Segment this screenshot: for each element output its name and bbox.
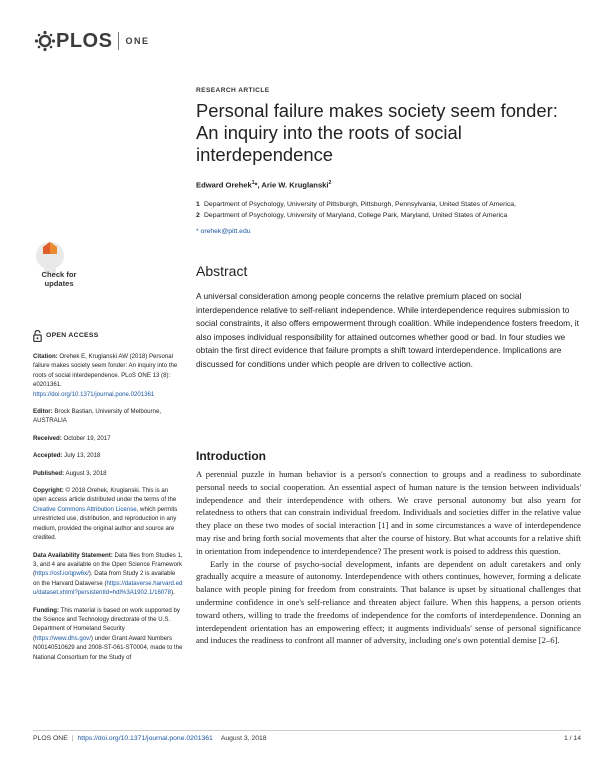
badge-line2: updates [44, 279, 74, 288]
author-name: Edward Orehek [196, 180, 252, 190]
abstract-text: A universal consideration among people concerns the relative premium placed on social interdependence relative to self-reliant independence. While interdependence requires submission to social constraints, it also offers empowerment through coalition. While independence fosters freedom, it also imposes individual responsibility for attained outcomes whether good or bad. In four studies we obtain the first direct evidence that failure prompts a shift toward interdependence. Implications are discussed for conditions under which people are driven to collective action. [196, 291, 579, 369]
footer-rule [33, 730, 581, 731]
open-access-label: OPEN ACCESS [33, 330, 183, 342]
data-availability-block: Data Availability Statement: Data files from Studies 1, 3, and 4 are available on the Open Science Framework (https://osf.io/qpw6x/). Data from Study 2 is available on the Harvard Dataverse (https://dataverse.harvard.edu/dataset.xhtml?persistentId=hdl%3A1902.1/16078). [33, 551, 183, 597]
dhs-link[interactable]: https://www.dhs.gov/ [35, 634, 91, 642]
footer-separator: | [71, 735, 74, 742]
author-name: Arie W. Kruglanski [261, 180, 329, 190]
citation-doi-link[interactable]: https://doi.org/10.1371/journal.pone.0201361 [33, 390, 155, 398]
logo-text: PLOS [56, 29, 113, 52]
published-block: Published: August 3, 2018 [33, 469, 107, 477]
editor-block: Editor: Brock Bastian, University of Melbourne, AUSTRALIA [33, 408, 162, 425]
check-for-updates-badge[interactable] [28, 238, 90, 300]
funding-block: Funding: This material is based on work supported by the Science and Technology directorate of the U.S. Department of Homeland Security (https://www.dhs.gov/) under Grant Award Numbers N00140510629 and 2008-ST-061-ST0004, made to the National Consortium for the Study of [33, 606, 183, 661]
logo-sub: ONE [125, 36, 150, 46]
introduction-body [196, 468, 581, 647]
article-info-sidebar [33, 330, 183, 670]
affiliations [196, 199, 586, 221]
received-block: Received: October 19, 2017 [33, 434, 111, 442]
dataverse-link[interactable]: https://dataverse.harvard.edu/dataset.xhtml?persistentId=hdl%3A1902.1/16078 [33, 579, 183, 597]
abstract-heading: Abstract [196, 263, 248, 279]
osf-link[interactable]: https://osf.io/qpw6x/ [35, 570, 89, 578]
accepted-block: Accepted: July 13, 2018 [33, 452, 101, 460]
citation-block: Citation: Orehek E, Kruglanski AW (2018) Personal failure makes society seem fonder: An inquiry into the roots of social interdependence. PLoS ONE 13 (8): e0201361. https://doi.org/10.1371/journal.pone.0201361 [33, 353, 178, 398]
footer-journal: PLOS ONE [33, 735, 68, 742]
open-lock-icon [33, 330, 42, 342]
affiliation: 2 Department of Psychology, University of Maryland, College Park, Maryland, United States of America [196, 212, 508, 219]
introduction-heading: Introduction [196, 449, 266, 463]
license-link[interactable]: Creative Commons Attribution License [33, 505, 137, 513]
article-title: Personal failure makes society seem fonder: An inquiry into the roots of social interdependence [196, 100, 558, 165]
article-type: RESEARCH ARTICLE [196, 87, 270, 94]
paragraph: Early in the course of psycho-social development, infants are dependent on adult caretakers and only gradually acquire a measure of autonomy. Interdependence with others continues, however, forming a delicate balance with people pining for freedom from constraints. That balance is upset by situational challenges that undermine confidence in one's self-reliance and threaten abject failure. When this happens, a person orients toward others, willing to trade the freedoms of independence for the comforts of interdependence. Donning an interdependent orientation has an empowering effect; it augments individuals' sense of personal significance and induces the readiness to confront all manner of adversity, including one's own potential demise [2–6]. [196, 558, 581, 646]
page-footer [33, 735, 581, 742]
footer-date: August 3, 2018 [220, 735, 267, 742]
logo-divider [118, 32, 119, 50]
paragraph: A perennial puzzle in human behavior is a person's connection to groups and a readiness to subordinate personal needs to social cooperation. An essential aspect of human nature is the tension between individuals' independence and their interdependence with others. We crave personal autonomy but also yearn for relatedness to others that can constrain individual freedom. Individuals and societies differ in the relative value they place on these two modes of social interaction [1] and in some circumstances a wave of interdependence may rise and bring forth social movements that alter the course of history. But what accounts for a relative shift in orientation from independence to interdependence? The present work is poised to address this question. [196, 469, 581, 556]
author-list [196, 180, 331, 190]
copyright-block: Copyright: © 2018 Orehek, Kruglanski. This is an open access article distributed under the terms of the Creative Commons Attribution License, which permits unrestricted use, distribution, and reproduction in any medium, provided the original author and source are credited. [33, 487, 178, 542]
plos-logo-icon [34, 30, 56, 52]
check-for-updates-icon [28, 238, 90, 300]
corresponding-marker: *, [254, 180, 260, 190]
page-number: 1 / 14 [563, 735, 581, 742]
badge-line1: Check for [41, 270, 77, 279]
affiliation: 1 Department of Psychology, University of Pittsburgh, Pittsburgh, Pennsylvania, United States of America, [196, 201, 516, 208]
corresponding-email-link[interactable]: * orehek@pitt.edu [196, 228, 251, 235]
author-affil-marker: 2 [328, 180, 332, 186]
author-affil-marker: 1 [251, 180, 255, 186]
plos-logo [34, 30, 149, 52]
footer-doi-link[interactable]: https://doi.org/10.1371/journal.pone.0201361 [77, 735, 213, 742]
